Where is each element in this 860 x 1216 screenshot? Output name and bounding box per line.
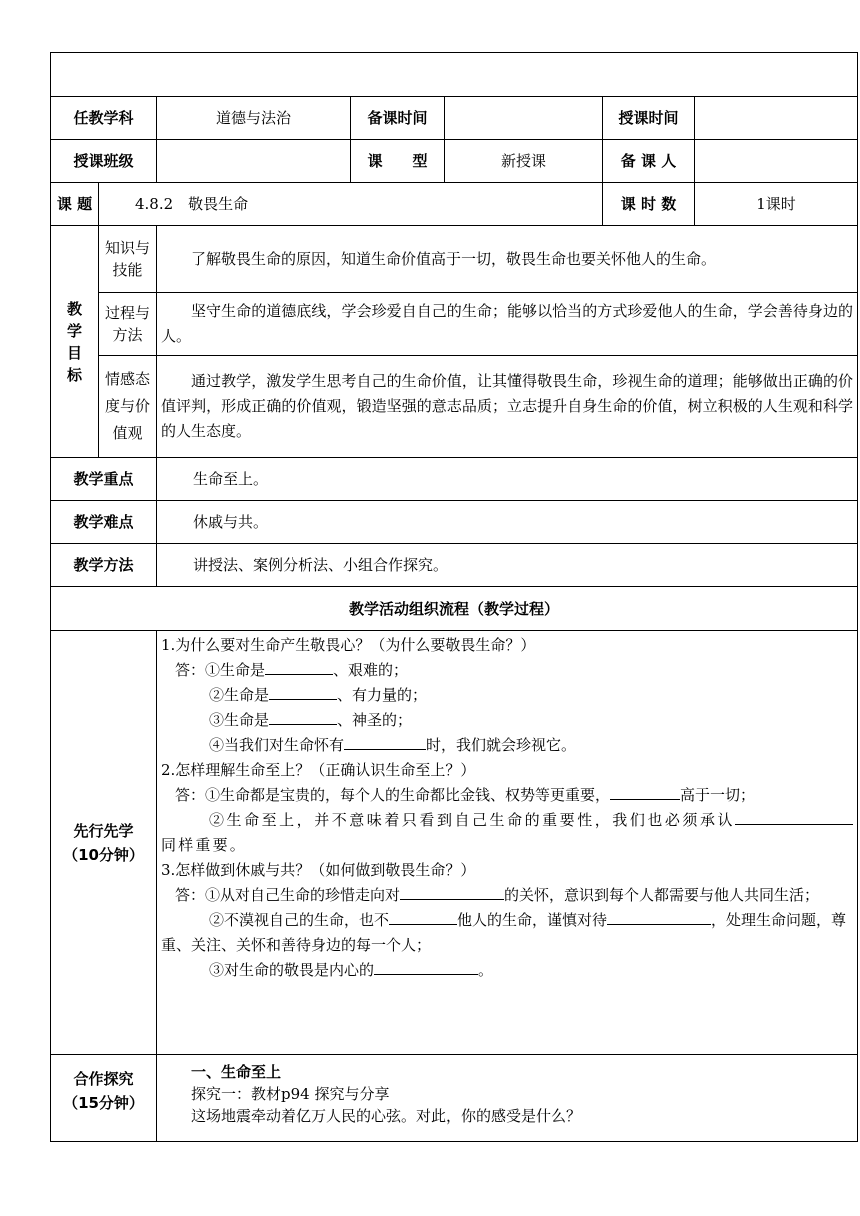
objective-sub-label: 情感态度与价值观 [99, 356, 157, 458]
cooperate-label: 合作探究 [73, 1070, 134, 1088]
objective-row-2 [51, 293, 858, 356]
preview-label: 先行先学 [73, 821, 134, 840]
objective-text: 通过教学，激发学生思考自己的生命价值，让其懂得敬畏生命，珍视生命的道理；能够做出正确的价值评判，形成正确的价值观，锻造坚强的意志品质；立志提升自身生命的价值，树立积极的人生观和科学的人生态度。 [157, 356, 858, 458]
teacher-value [695, 140, 858, 183]
answer-text: 、神圣的； [337, 711, 413, 729]
cooperate-duration: （15分钟） [63, 1094, 144, 1112]
preview-content [157, 631, 858, 1055]
answer-text: ，处理生命问题，尊重、关注、关怀和善待身边的每一个人； [161, 911, 847, 954]
answer-text: ②生命是 [209, 686, 270, 704]
fill-blank [269, 685, 337, 700]
answer-text: ③对生命的敬畏是内心的 [209, 961, 375, 979]
objectives-label-char: 标 [66, 365, 82, 384]
prep-time-label: 备课时间 [351, 97, 445, 140]
answer-text: 、有力量的； [337, 686, 428, 704]
answer-text: 他人的生命，谨慎对待 [457, 911, 608, 929]
blank-title-row [51, 53, 858, 97]
type-label: 课 型 [351, 140, 445, 183]
question-1: 1.为什么要对生命产生敬畏心？（为什么要敬畏生命？） [161, 636, 536, 654]
teach-time-value [695, 97, 858, 140]
objectives-label-char: 目 [66, 343, 82, 362]
difficulty-row [51, 501, 858, 544]
fill-blank [269, 710, 337, 725]
flow-title-row [51, 587, 858, 631]
answer-text: 答：①生命是 [175, 661, 266, 679]
fill-blank [735, 810, 853, 825]
answer-text: 的关怀，意识到每个人都需要与他人共同生活； [504, 886, 820, 904]
info-row-1 [51, 97, 858, 140]
objective-row-1 [51, 226, 858, 293]
prep-time-value [445, 97, 603, 140]
preview-duration: （10分钟） [63, 845, 144, 864]
subject-value: 道德与法治 [157, 97, 351, 140]
method-label: 教学方法 [51, 544, 157, 587]
method-row [51, 544, 858, 587]
preview-row [51, 631, 858, 1055]
answer-text: ②不漠视自己的生命，也不 [209, 911, 390, 929]
teacher-label: 备 课 人 [603, 140, 695, 183]
objective-sub-label: 过程与方法 [99, 293, 157, 356]
difficulty-label: 教学难点 [51, 501, 157, 544]
cooperate-label-cell [51, 1055, 157, 1142]
answer-text: 同样重要。 [161, 836, 248, 854]
blank-title-cell [51, 53, 858, 97]
fill-blank [344, 735, 426, 750]
difficulty-value: 休戚与共。 [157, 501, 858, 544]
answer-text: 高于一切； [680, 786, 756, 804]
answer-text: 答：①生命都是宝贵的，每个人的生命都比金钱、权势等更重要， [175, 786, 611, 804]
hours-value: 1课时 [695, 183, 858, 226]
objectives-label [51, 226, 99, 458]
preview-label-cell [51, 631, 157, 1055]
fill-blank [389, 910, 457, 925]
answer-text: ④当我们对生命怀有 [209, 736, 345, 754]
objective-row-3 [51, 356, 858, 458]
info-row-3 [51, 183, 858, 226]
key-point-value: 生命至上。 [157, 458, 858, 501]
section-heading: 一、生命至上 [191, 1063, 282, 1081]
answer-text: 、艰难的； [333, 661, 409, 679]
cooperate-content [157, 1055, 858, 1142]
answer-text: 答：①从对自己生命的珍惜走向对 [175, 886, 401, 904]
objectives-label-char: 教 [66, 299, 82, 318]
topic-label: 课 题 [51, 183, 99, 226]
method-value: 讲授法、案例分析法、小组合作探究。 [157, 544, 858, 587]
class-value [157, 140, 351, 183]
explore-line: 探究一：教材p94 探究与分享 [191, 1085, 390, 1103]
objective-text: 坚守生命的道德底线，学会珍爱自自己的生命；能够以恰当的方式珍爱他人的生命，学会善待身边的人。 [157, 293, 858, 356]
type-value: 新授课 [445, 140, 603, 183]
fill-blank [400, 885, 504, 900]
lesson-plan-table [50, 52, 858, 1142]
hours-label: 课 时 数 [603, 183, 695, 226]
subject-label: 任教学科 [51, 97, 157, 140]
objective-text: 了解敬畏生命的原因，知道生命价值高于一切，敬畏生命也要关怀他人的生命。 [157, 226, 858, 293]
key-point-label: 教学重点 [51, 458, 157, 501]
question-2: 2.怎样理解生命至上？（正确认识生命至上？） [161, 761, 476, 779]
answer-text: 时，我们就会珍视它。 [426, 736, 577, 754]
info-row-2 [51, 140, 858, 183]
cooperate-row [51, 1055, 858, 1142]
key-point-row [51, 458, 858, 501]
fill-blank [374, 960, 478, 975]
fill-blank [607, 910, 711, 925]
objectives-label-char: 学 [66, 321, 82, 340]
answer-text: ②生命至上，并不意味着只看到自己生命的重要性，我们也必须承认 [209, 811, 736, 829]
answer-text: 。 [478, 961, 494, 979]
answer-text: ③生命是 [209, 711, 270, 729]
fill-blank [610, 785, 680, 800]
topic-value: 4.8.2 敬畏生命 [99, 183, 603, 226]
teach-time-label: 授课时间 [603, 97, 695, 140]
flow-title: 教学活动组织流程（教学过程） [51, 587, 858, 631]
question-3: 3.怎样做到休戚与共？（如何做到敬畏生命？） [161, 861, 476, 879]
fill-blank [265, 660, 333, 675]
objective-sub-label: 知识与技能 [99, 226, 157, 293]
explore-question: 这场地震牵动着亿万人民的心弦。对此，你的感受是什么？ [191, 1107, 582, 1125]
class-label: 授课班级 [51, 140, 157, 183]
